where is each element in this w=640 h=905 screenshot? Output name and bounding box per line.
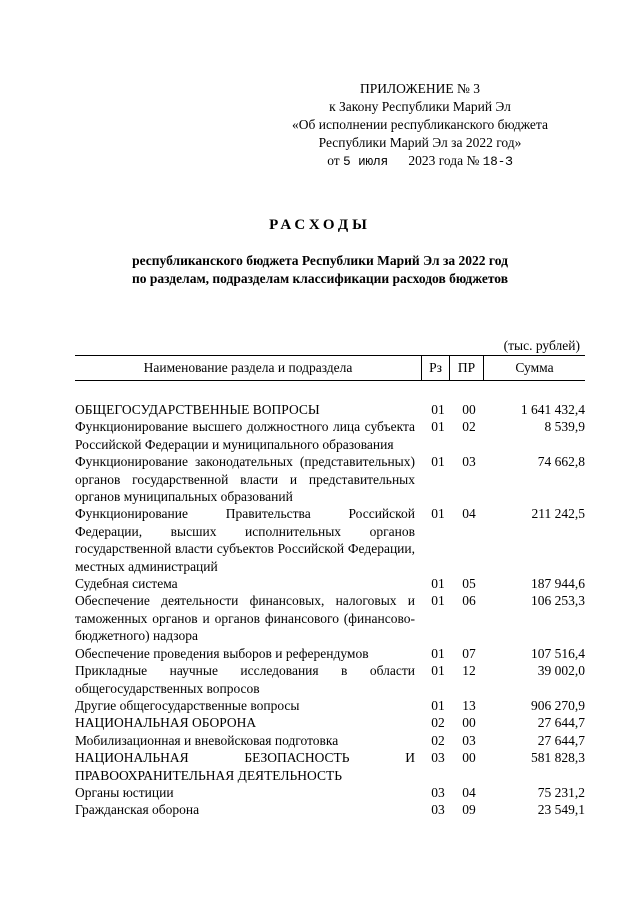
annex-date-line bbox=[250, 152, 590, 171]
row-rz: 01 bbox=[431, 576, 445, 592]
row-rz: 01 bbox=[431, 419, 445, 435]
annex-date-prefix: от bbox=[327, 153, 340, 168]
row-name: Другие общегосударственные вопросы bbox=[75, 697, 300, 713]
table-row bbox=[75, 801, 585, 818]
row-rz: 02 bbox=[431, 715, 445, 731]
annex-law-name-line1: «Об исполнении республиканского бюджета bbox=[292, 117, 548, 132]
table-row bbox=[75, 505, 585, 575]
annex-law-name-line2: Республики Марий Эл за 2022 год» bbox=[318, 135, 522, 150]
row-sum: 1 641 432,4 bbox=[520, 402, 585, 417]
row-pr: 09 bbox=[462, 802, 476, 818]
row-sum: 187 944,6 bbox=[531, 576, 585, 592]
row-pr: 00 bbox=[462, 402, 476, 417]
table-row bbox=[75, 662, 585, 697]
table-row bbox=[75, 401, 585, 418]
table-row bbox=[75, 592, 585, 644]
row-name: Гражданская оборона bbox=[75, 802, 200, 818]
document-title: РАСХОДЫ bbox=[269, 217, 371, 233]
table-row bbox=[75, 714, 585, 731]
row-sum: 8 539,9 bbox=[544, 419, 585, 435]
row-rz: 03 bbox=[431, 750, 445, 766]
row-sum: 27 644,7 bbox=[537, 732, 585, 748]
table-row bbox=[75, 732, 585, 749]
header-rz: Рз bbox=[421, 356, 449, 380]
row-name: Обеспечение проведения выборов и референдумов bbox=[75, 645, 369, 661]
row-pr: 00 bbox=[462, 715, 476, 731]
row-pr: 03 bbox=[462, 454, 476, 470]
subtitle-line-1: республиканского бюджета Республики Марий Эл за 2022 год bbox=[132, 253, 508, 268]
row-rz: 01 bbox=[431, 506, 445, 522]
row-rz: 01 bbox=[431, 593, 445, 609]
row-rz: 01 bbox=[431, 402, 445, 417]
header-pr: ПР bbox=[449, 356, 483, 380]
subtitle-line-2: по разделам, подразделам классификации расходов бюджетов bbox=[131, 271, 509, 286]
row-pr: 05 bbox=[462, 576, 476, 592]
unit-label: (тыс. рублей) bbox=[503, 338, 580, 353]
header-name: Наименование раздела и подраздела bbox=[143, 360, 353, 375]
row-name: Судебная система bbox=[75, 576, 178, 592]
row-name: НАЦИОНАЛЬНАЯ БЕЗОПАСНОСТЬ И ПРАВООХРАНИТЕЛЬНАЯ ДЕЯТЕЛЬНОСТЬ bbox=[75, 750, 415, 783]
annex-number: 18-З bbox=[482, 155, 513, 169]
table-body bbox=[75, 401, 585, 819]
table-row bbox=[75, 418, 585, 453]
annex-header bbox=[250, 80, 590, 171]
row-pr: 00 bbox=[462, 750, 476, 766]
row-name: ОБЩЕГОСУДАРСТВЕННЫЕ ВОПРОСЫ bbox=[75, 402, 320, 417]
table-row bbox=[75, 453, 585, 505]
table-row bbox=[75, 749, 585, 784]
row-pr: 04 bbox=[462, 784, 476, 800]
table-row bbox=[75, 645, 585, 662]
row-sum: 906 270,9 bbox=[531, 697, 585, 713]
table-row bbox=[75, 784, 585, 801]
expenses-table bbox=[75, 355, 585, 819]
row-pr: 12 bbox=[462, 663, 476, 679]
row-name: Прикладные научные исследования в области общегосударственных вопросов bbox=[75, 663, 415, 696]
table-header bbox=[75, 355, 585, 381]
row-rz: 01 bbox=[431, 645, 445, 661]
row-name: Органы юстиции bbox=[75, 784, 174, 800]
annex-year: 2023 года № bbox=[408, 153, 480, 168]
document-subtitle bbox=[0, 252, 640, 288]
table-row bbox=[75, 697, 585, 714]
row-name: Функционирование Правительства Российской Федерации, высших исполнительных органов государственной власти субъектов Российской Федерации, местных администраций bbox=[75, 506, 415, 574]
row-rz: 01 bbox=[431, 663, 445, 679]
annex-law-reference: к Закону Республики Марий Эл bbox=[329, 99, 511, 114]
row-sum: 27 644,7 bbox=[537, 715, 585, 731]
row-pr: 07 bbox=[462, 645, 476, 661]
row-name: НАЦИОНАЛЬНАЯ ОБОРОНА bbox=[75, 715, 257, 731]
row-sum: 23 549,1 bbox=[537, 802, 585, 818]
row-pr: 06 bbox=[462, 593, 476, 609]
row-pr: 04 bbox=[462, 506, 476, 522]
table-row bbox=[75, 575, 585, 592]
row-sum: 106 253,3 bbox=[531, 593, 585, 609]
row-sum: 581 828,3 bbox=[531, 750, 585, 766]
row-rz: 01 bbox=[431, 697, 445, 713]
row-sum: 211 242,5 bbox=[531, 506, 585, 522]
row-name: Обеспечение деятельности финансовых, налоговых и таможенных органов и органов финансового (финансово-бюджетного) надзора bbox=[75, 593, 415, 644]
row-pr: 02 bbox=[462, 419, 476, 435]
row-sum: 107 516,4 bbox=[531, 645, 585, 661]
row-sum: 75 231,2 bbox=[537, 784, 585, 800]
row-sum: 74 662,8 bbox=[537, 454, 585, 470]
annex-title: ПРИЛОЖЕНИЕ № 3 bbox=[359, 81, 481, 96]
row-name: Функционирование высшего должностного лица субъекта Российской Федерации и муниципального образования bbox=[75, 419, 415, 452]
row-rz: 01 bbox=[431, 454, 445, 470]
row-rz: 03 bbox=[431, 802, 445, 818]
row-pr: 13 bbox=[462, 697, 476, 713]
row-name: Функционирование законодательных (представительных) органов государственной власти и представительных органов муниципальных образований bbox=[75, 454, 415, 505]
row-pr: 03 bbox=[462, 732, 476, 748]
row-name: Мобилизационная и вневойсковая подготовка bbox=[75, 732, 339, 748]
row-rz: 03 bbox=[431, 784, 445, 800]
header-sum: Сумма bbox=[483, 356, 585, 380]
row-sum: 39 002,0 bbox=[537, 663, 585, 679]
row-rz: 02 bbox=[431, 732, 445, 748]
annex-day: 5 июля bbox=[343, 155, 389, 169]
